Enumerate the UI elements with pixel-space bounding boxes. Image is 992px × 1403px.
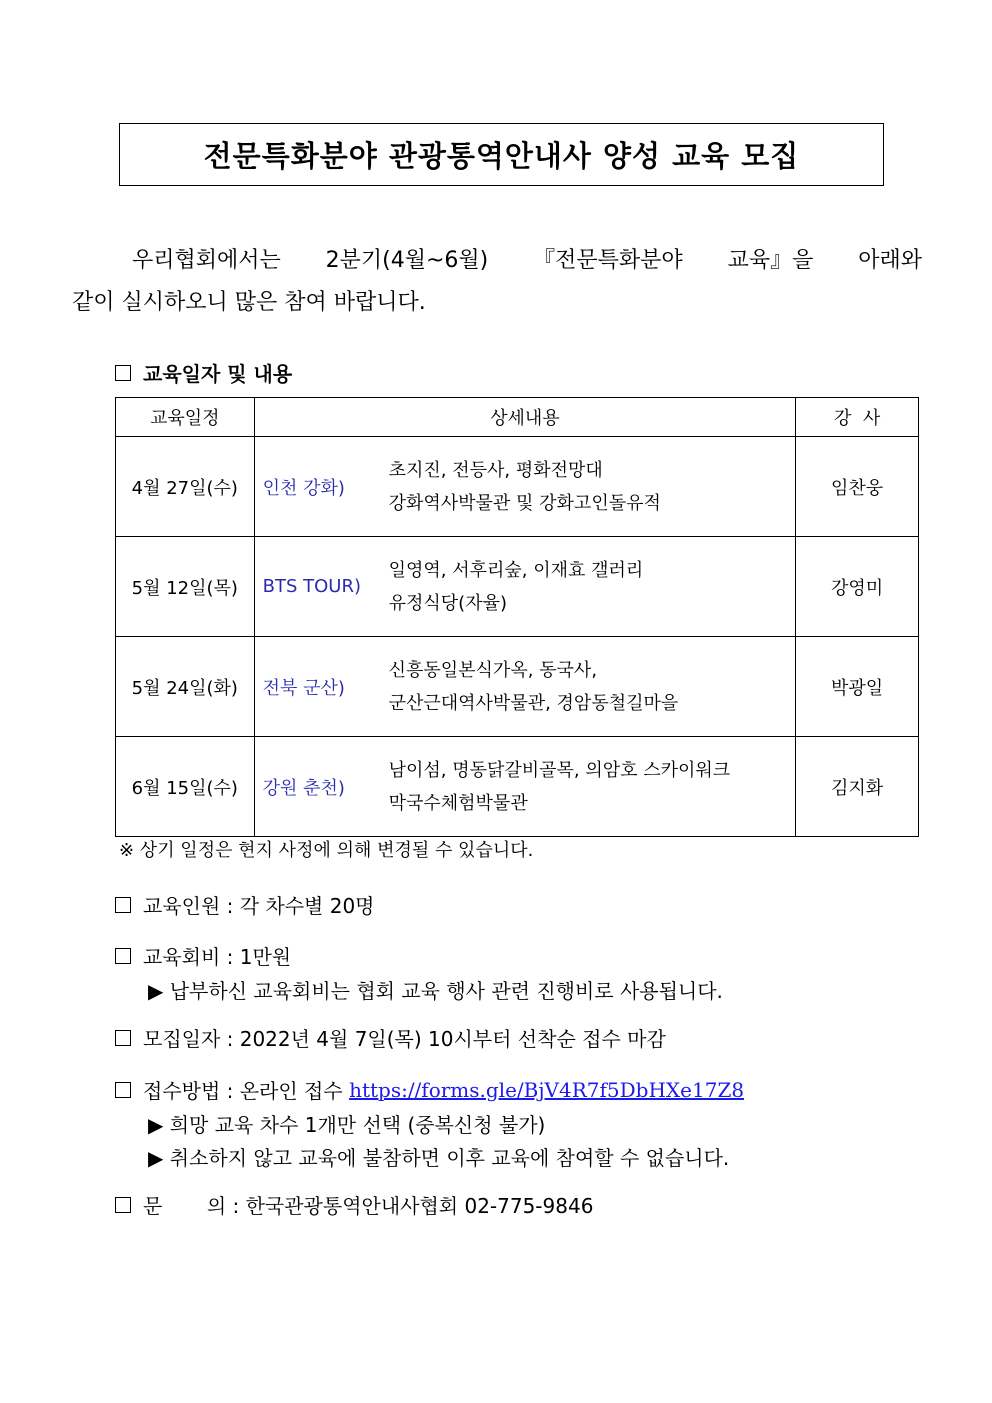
checkbox-square-icon: [115, 1030, 131, 1046]
row-detail: [254, 737, 796, 837]
intro-line-1: [72, 243, 922, 274]
apply-form-link[interactable]: https://forms.gle/BjV4R7f5DbHXe17Z8: [349, 1077, 745, 1102]
header-instructor: 강 사: [796, 398, 919, 437]
row-date: 4월 27일(수): [116, 437, 255, 537]
table-row: [116, 737, 919, 837]
table-row: [116, 437, 919, 537]
section-inquiry: [115, 1190, 593, 1219]
table-row: [116, 637, 919, 737]
checkbox-square-icon: [115, 365, 131, 381]
apply-sub-text-2: ▶ 취소하지 않고 교육에 불참하면 이후 교육에 참여할 수 없습니다.: [148, 1146, 730, 1170]
row-region: 인천 강화): [262, 477, 345, 499]
row-place-line: 일영역, 서후리숲, 이재효 갤러리: [388, 559, 644, 581]
intro-word: 우리협회에서는: [132, 248, 281, 273]
intro-word: 『전문특화분야: [533, 248, 683, 273]
row-detail: [254, 637, 796, 737]
apply-label: 접수방법 : 온라인 접수: [143, 1079, 350, 1103]
checkbox-square-icon: [115, 948, 131, 964]
fee-sub-text: ▶ 납부하신 교육회비는 협회 교육 행사 관련 진행비로 사용됩니다.: [148, 979, 723, 1003]
table-header-row: [116, 398, 919, 437]
schedule-note: ※ 상기 일정은 현지 사정에 의해 변경될 수 있습니다.: [119, 840, 534, 861]
checkbox-square-icon: [115, 897, 131, 913]
row-instructor: 김지화: [796, 737, 919, 837]
section-recruit: [115, 1023, 666, 1052]
row-place-line: 막국수체험박물관: [388, 792, 528, 814]
section-apply: [115, 1075, 744, 1104]
page-title: 전문특화분야 관광통역안내사 양성 교육 모집: [119, 123, 884, 186]
header-detail: 상세내용: [254, 398, 796, 437]
row-place-line: 초지진, 전등사, 평화전망대: [388, 459, 603, 481]
section-schedule-heading: [115, 358, 292, 387]
row-place-line: 군산근대역사박물관, 경암동철길마을: [388, 692, 679, 714]
row-instructor: 박광일: [796, 637, 919, 737]
schedule-table: [115, 397, 919, 837]
section-schedule-label: 교육일자 및 내용: [143, 362, 293, 386]
intro-word: 2분기(4월~6월): [325, 248, 489, 273]
row-region: 강원 춘천): [262, 777, 345, 799]
section-fee: [115, 941, 291, 970]
row-date: 5월 12일(목): [116, 537, 255, 637]
checkbox-square-icon: [115, 1197, 131, 1213]
row-instructor: 강영미: [796, 537, 919, 637]
table-row: [116, 537, 919, 637]
apply-sub-text-1: ▶ 희망 교육 차수 1개만 선택 (중복신청 불가): [148, 1113, 546, 1137]
fee-text: 교육회비 : 1만원: [143, 945, 292, 969]
row-place-line: 신흥동일본식가옥, 동국사,: [388, 659, 598, 681]
row-region: 전북 군산): [262, 677, 345, 699]
row-place-line: 남이섬, 명동닭갈비골목, 의암호 스카이워크: [388, 759, 731, 781]
recruit-text: 모집일자 : 2022년 4월 7일(목) 10시부터 선착순 접수 마감: [143, 1027, 666, 1051]
row-place-line: 유정식당(자율): [388, 592, 507, 614]
row-date: 6월 15일(수): [116, 737, 255, 837]
intro-line-2: 같이 실시하오니 많은 참여 바랍니다.: [72, 290, 426, 315]
row-detail: [254, 537, 796, 637]
row-place-line: 강화역사박물관 및 강화고인돌유적: [388, 492, 661, 514]
row-region: BTS TOUR): [262, 576, 361, 597]
row-instructor: 임찬웅: [796, 437, 919, 537]
intro-word: 아래와: [858, 248, 922, 273]
row-detail: [254, 437, 796, 537]
intro-word: 교육』을: [727, 248, 814, 273]
personnel-text: 교육인원 : 각 차수별 20명: [143, 894, 375, 918]
section-personnel: [115, 890, 375, 919]
header-date: 교육일정: [116, 398, 255, 437]
inquiry-text: 문 의 : 한국관광통역안내사협회 02-775-9846: [143, 1194, 594, 1218]
row-date: 5월 24일(화): [116, 637, 255, 737]
checkbox-square-icon: [115, 1082, 131, 1098]
